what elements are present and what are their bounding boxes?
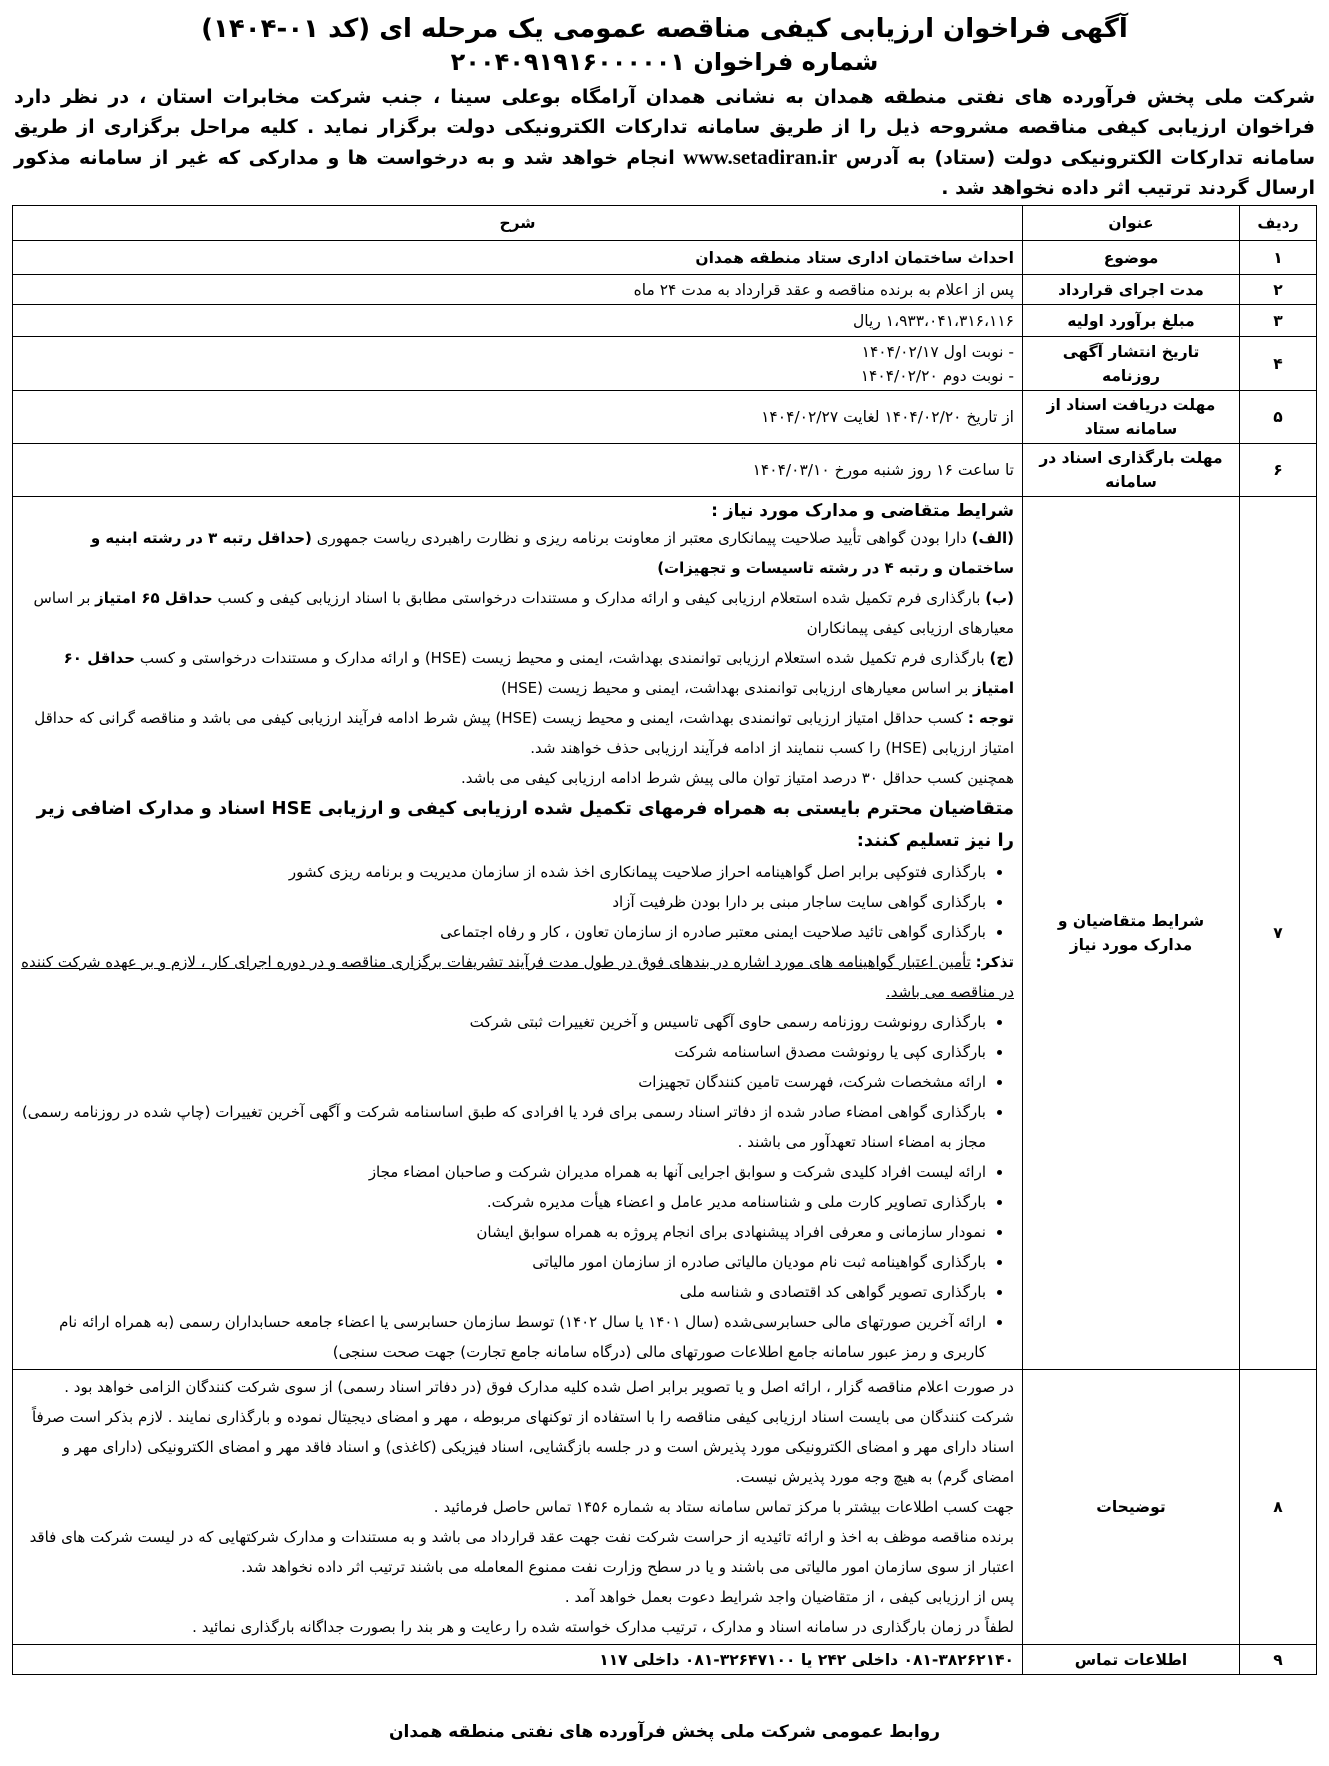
second-publication: - نوبت دوم ۱۴۰۴/۰۲/۲۰ <box>860 366 1014 385</box>
table-row <box>13 337 1317 391</box>
note-item: جهت کسب اطلاعات بیشتر با مرکز تماس سامانه ستاد به شماره ۱۴۵۶ تماس حاصل فرمائید . <box>433 1498 1014 1516</box>
row-number: ۹ <box>1240 1645 1317 1675</box>
list-item: • نمودار سازمانی و معرفی افراد پیشنهادی برای انجام پروژه به همراه سوابق ایشان <box>21 1217 986 1247</box>
row-number: ۷ <box>1240 497 1317 1370</box>
intro-paragraph <box>14 82 1315 203</box>
list-item: • ارائه آخرین صورتهای مالی حسابرسی‌شده (سال ۱۴۰۱ یا سال ۱۴۰۲) توسط سازمان حسابرسی یا اعضاء جامعه حسابداران رسمی (به همراه ارائه نام کاربری و رمز عبور سامانه جامع اطلاعات صورتهای مالی (درگاه سامانه جامع تجارت) جهت صحت سنجی) <box>21 1307 986 1367</box>
condition-c-bold: حداقل ۶۰ امتیاز <box>63 649 1014 697</box>
row-description: پس از اعلام به برنده مناقصه و عقد قرارداد به مدت ۲۴ ماه <box>13 275 1023 305</box>
first-publication: - نوبت اول ۱۴۰۴/۰۲/۱۷ <box>861 342 1014 361</box>
row-description: احداث ساختمان اداری ستاد منطقه همدان <box>13 241 1023 275</box>
condition-b-label: (ب) <box>985 589 1014 607</box>
setad-link[interactable]: www.setadiran.ir <box>683 145 838 169</box>
header-description: شرح <box>13 206 1023 241</box>
row-title: مدت اجرای قرارداد <box>1023 275 1240 305</box>
row-number: ۴ <box>1240 337 1317 391</box>
documents-heading: متقاضیان محترم بایستی به همراه فرمهای تکمیل شده ارزیابی کیفی و ارزیابی HSE اسناد و مدارک اضافی زیر را نیز تسلیم کنند: <box>36 798 1014 851</box>
row-description: تا ساعت ۱۶ روز شنبه مورخ ۱۴۰۴/۰۳/۱۰ <box>13 444 1023 497</box>
documents-list-2 <box>21 1007 1014 1367</box>
documents-list-1 <box>21 857 1014 947</box>
row-title: توضیحات <box>1023 1370 1240 1645</box>
note-item: شرکت کنندگان می بایست اسناد ارزیابی کیفی مناقصه را با استفاده از توکنهای مربوطه ، مهر و امضای دیجیتال نموده و بارگذاری نمایند . لازم بذکر است صرفاً اسناد دارای مهر و امضای الکترونیکی مورد پذیرش است و در جلسه بازگشایی، اسناد فیزیکی (کاغذی) و اسناد فاقد مهر و امضای الکترونیکی (دارای مهر و امضای گرم) به هیچ وجه مورد پذیرش نیست. <box>31 1408 1014 1486</box>
intro-end-text: انجام خواهد شد و به درخواست ها و مدارکی که غیر از سامانه مذکور ارسال گردند ترتیب اثر داده نخواهد شد . <box>14 147 1315 199</box>
table-row <box>13 241 1317 275</box>
table-row <box>13 391 1317 444</box>
header-title: عنوان <box>1023 206 1240 241</box>
condition-c <box>21 643 1014 703</box>
notes-cell <box>13 1370 1023 1645</box>
condition-b-end: بر اساس معیارهای ارزیابی کیفی پیمانکاران <box>33 589 1014 637</box>
row-title: شرایط متقاضیان و مدارک مورد نیاز <box>1023 497 1240 1370</box>
row-number: ۵ <box>1240 391 1317 444</box>
list-item: • بارگذاری گواهی امضاء صادر شده از دفاتر اسناد رسمی برای فرد یا افرادی که طبق اساسنامه شرکت و آگهی آخرین تغییرات (چاپ شده در روزنامه رسمی) مجاز به امضاء اسناد تعهدآور می باشند . <box>21 1097 986 1157</box>
row-description: ۱،۹۳۳،۰۴۱،۳۱۶،۱۱۶ ریال <box>13 305 1023 337</box>
row-number: ۶ <box>1240 444 1317 497</box>
condition-a-label: (الف) <box>971 529 1014 547</box>
row-number: ۱ <box>1240 241 1317 275</box>
row-description: از تاریخ ۱۴۰۴/۰۲/۲۰ لغایت ۱۴۰۴/۰۲/۲۷ <box>13 391 1023 444</box>
attention-note <box>21 703 1014 763</box>
condition-c-label: (ج) <box>989 649 1014 667</box>
condition-b <box>21 583 1014 643</box>
note-item: لطفاً در زمان بارگذاری در سامانه اسناد و مدارک ، ترتیب مدارک خواسته شده را رعایت و هر بند را بصورت جداگانه بارگذاری نمائید . <box>192 1618 1014 1636</box>
list-item: • ارائه لیست افراد کلیدی شرکت و سوابق اجرایی آنها به همراه مدیران شرکت و صاحبان امضاء مجاز <box>21 1157 986 1187</box>
row-number: ۸ <box>1240 1370 1317 1645</box>
header-row-number: ردیف <box>1240 206 1317 241</box>
row-title: مبلغ برآورد اولیه <box>1023 305 1240 337</box>
table-header-row <box>13 206 1317 241</box>
tender-table <box>12 205 1317 1675</box>
list-item: • بارگذاری گواهی سایت ساجار مبنی بر دارا بودن ظرفیت آزاد <box>21 887 986 917</box>
condition-a <box>21 523 1014 583</box>
reminder-text: تأمین اعتبار گواهینامه های مورد اشاره در بندهای فوق در طول مدت فرآیند تشریفات برگزاری مناقصه و در دوره اجرای کار ، لازم و بر عهده شرکت کننده در مناقصه می باشد. <box>21 953 1014 1001</box>
reminder-note <box>21 947 1014 1007</box>
condition-c-end: بر اساس معیارهای ارزیابی توانمندی بهداشت، ایمنی و محیط زیست (HSE) <box>500 679 969 697</box>
condition-c-text: بارگذاری فرم تکمیل شده استعلام ارزیابی توانمندی بهداشت، ایمنی و محیط زیست (HSE) و ارائه مدارک و مستندات درخواستی و کسب <box>139 649 985 667</box>
row-number: ۲ <box>1240 275 1317 305</box>
list-item: • بارگذاری گواهی تائید صلاحیت ایمنی معتبر صادره از سازمان تعاون ، کار و رفاه اجتماعی <box>21 917 986 947</box>
attention-note-2: همچنین کسب حداقل ۳۰ درصد امتیاز توان مالی پیش شرط ادامه ارزیابی کیفی می باشد. <box>460 769 1014 787</box>
contact-info: ۰۸۱-۳۸۲۶۲۱۴۰ داخلی ۲۴۲ یا ۳۲۶۴۷۱۰۰-۰۸۱ داخلی ۱۱۷ <box>13 1645 1023 1675</box>
list-item: • بارگذاری رونوشت روزنامه رسمی حاوی آگهی تاسیس و آخرین تغییرات ثبتی شرکت <box>21 1007 986 1037</box>
row-description <box>13 337 1023 391</box>
intro-text: شرکت ملی پخش فرآورده های نفتی منطقه همدان به نشانی همدان آرامگاه بوعلی سینا ، جنب شرکت مخابرات استان ، در نظر دارد فراخوان ارزیابی کیفی مناقصه مشروحه ذیل را از طریق سامانه تدارکات الکترونیکی دولت برگزار نماید . کلیه مراحل برگزاری از طریق سامانه تدارکات الکترونیکی دولت (ستاد) به آدرس <box>14 86 1316 169</box>
row-title: اطلاعات تماس <box>1023 1645 1240 1675</box>
table-row <box>13 1645 1317 1675</box>
reminder-label: تذکر: <box>975 953 1014 971</box>
list-item: • بارگذاری گواهینامه ثبت نام مودیان مالیاتی صادره از سازمان امور مالیاتی <box>21 1247 986 1277</box>
row-title: مهلت بارگذاری اسناد در سامانه <box>1023 444 1240 497</box>
row-title: مهلت دریافت اسناد از سامانه ستاد <box>1023 391 1240 444</box>
conditions-cell <box>13 497 1023 1370</box>
list-item: • بارگذاری تصاویر کارت ملی و شناسنامه مدیر عامل و اعضاء هیأت مدیره شرکت. <box>21 1187 986 1217</box>
list-item: • ارائه مشخصات شرکت، فهرست تامین کنندگان تجهیزات <box>21 1067 986 1097</box>
notice-title: آگهی فراخوان ارزیابی کیفی مناقصه عمومی یک مرحله ای (کد ۰۱-۱۴۰۴) <box>201 14 1128 44</box>
table-row <box>13 305 1317 337</box>
condition-b-bold: حداقل ۶۵ امتیاز <box>95 589 213 607</box>
table-row <box>13 444 1317 497</box>
note-item: در صورت اعلام مناقصه گزار ، ارائه اصل و یا تصویر برابر اصل شده کلیه مدارک فوق (در دفاتر اسناد رسمی) از سوی شرکت کنندگان الزامی خواهد بود . <box>64 1378 1014 1396</box>
table-row <box>13 275 1317 305</box>
table-row <box>13 497 1317 1370</box>
notice-number: شماره فراخوان ۲۰۰۴۰۹۱۹۱۶۰۰۰۰۰۱ <box>450 48 879 76</box>
list-item: • بارگذاری کپی یا رونوشت مصدق اساسنامه شرکت <box>21 1037 986 1067</box>
list-item: • بارگذاری تصویر گواهی کد اقتصادی و شناسه ملی <box>21 1277 986 1307</box>
note-item: پس از ارزیابی کیفی ، از متقاضیان واجد شرایط دعوت بعمل خواهد آمد . <box>564 1588 1014 1606</box>
condition-a-text: دارا بودن گواهی تأیید صلاحیت پیمانکاری معتبر از معاونت برنامه ریزی و نظارت راهبردی ریاست جمهوری <box>316 529 967 547</box>
table-row <box>13 1370 1317 1645</box>
conditions-heading: شرایط متقاضی و مدارک مورد نیاز : <box>711 501 1014 521</box>
row-title: تاریخ انتشار آگهی روزنامه <box>1023 337 1240 391</box>
condition-a-bold: (حداقل رتبه ۳ در رشته ابنیه و ساختمان و رتبه ۴ در رشته تاسیسات و تجهیزات) <box>90 529 1014 577</box>
list-item: • بارگذاری فتوکپی برابر اصل گواهینامه احراز صلاحیت پیمانکاری اخذ شده از سازمان مدیریت و برنامه ریزی کشور <box>21 857 986 887</box>
row-title: موضوع <box>1023 241 1240 275</box>
note-item: برنده مناقصه موظف به اخذ و ارائه تائیدیه از حراست شرکت نفت جهت عقد قرارداد می باشد و به مستندات و مدارک شرکتهایی که در لیست شرکت های فاقد اعتبار از سوی سازمان امور مالیاتی می باشند و یا در سطح وزارت نفت ممنوع المعامله می باشند ترتیب اثر داده نخواهد شد. <box>29 1528 1014 1576</box>
row-number: ۳ <box>1240 305 1317 337</box>
public-relations-signature: روابط عمومی شرکت ملی پخش فرآورده های نفتی منطقه همدان <box>389 1722 940 1742</box>
condition-b-text: بارگذاری فرم تکمیل شده استعلام ارزیابی کیفی و ارائه مدارک و مستندات درخواستی مطابق با اسناد ارزیابی کیفی و کسب <box>217 589 981 607</box>
attention-label: توجه : <box>967 709 1014 727</box>
attention-text: کسب حداقل امتیاز ارزیابی توانمندی بهداشت، ایمنی و محیط زیست (HSE) پیش شرط ادامه فرآیند ارزیابی کیفی می باشد و مناقصه گرانی که حداقل امتیاز ارزیابی (HSE) را کسب ننمایند از ادامه فرآیند ارزیابی حذف خواهند شد. <box>34 709 1014 757</box>
